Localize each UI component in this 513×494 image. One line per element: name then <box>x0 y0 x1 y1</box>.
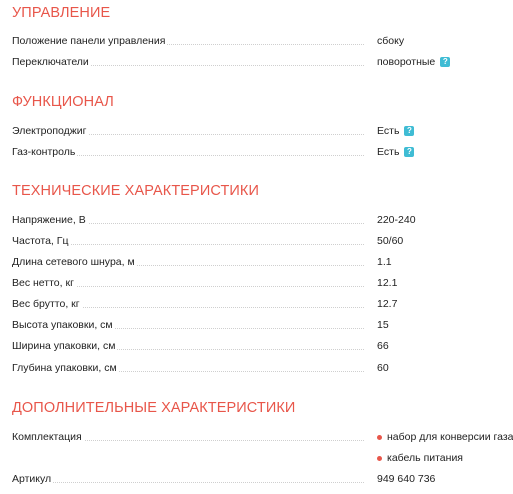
spec-value: 220-240 <box>377 214 416 226</box>
spec-label: Вес нетто, кг <box>12 274 76 292</box>
spec-row-package-width <box>12 337 500 355</box>
spec-row-gross-weight <box>12 295 500 313</box>
spec-label: Переключатели <box>12 53 91 71</box>
spec-label: Положение панели управления <box>12 32 167 50</box>
spec-label: Глубина упаковки, см <box>12 359 119 377</box>
spec-row-voltage <box>12 211 500 229</box>
spec-row-article-number <box>12 470 500 488</box>
spec-value: Есть ? <box>377 122 414 140</box>
spec-row-cord-length <box>12 253 500 271</box>
section-title-additional: ДОПОЛНИТЕЛЬНЫЕ ХАРАКТЕРИСТИКИ <box>12 400 296 416</box>
spec-label: Высота упаковки, см <box>12 316 115 334</box>
section-title-technical: ТЕХНИЧЕСКИЕ ХАРАКТЕРИСТИКИ <box>12 183 259 199</box>
spec-value: 50/60 <box>377 235 404 247</box>
spec-label: Артикул <box>12 470 53 488</box>
spec-label: Частота, Гц <box>12 232 70 250</box>
spec-value: 949 640 736 <box>377 473 436 485</box>
spec-row-frequency <box>12 232 500 250</box>
help-icon[interactable]: ? <box>404 126 414 136</box>
spec-row-package-height <box>12 316 500 334</box>
spec-row-electric-ignition <box>12 122 500 140</box>
bullet-dot-icon <box>377 435 382 440</box>
spec-row-package-contents-continued <box>12 449 500 467</box>
spec-value: сбоку <box>377 35 405 47</box>
dotted-leader <box>12 482 364 483</box>
spec-label: Напряжение, В <box>12 211 88 229</box>
section-title-features: ФУНКЦИОНАЛ <box>12 94 114 110</box>
bullet-dot-icon <box>377 456 382 461</box>
spec-row-switches <box>12 53 500 71</box>
spec-value: 12.7 <box>377 298 398 310</box>
spec-label: Электроподжиг <box>12 122 89 140</box>
spec-row-package-depth <box>12 359 500 377</box>
spec-value: поворотные ? <box>377 53 450 71</box>
spec-row-net-weight <box>12 274 500 292</box>
spec-label: Ширина упаковки, см <box>12 337 117 355</box>
spec-label: Длина сетевого шнура, м <box>12 253 137 271</box>
spec-row-gas-control <box>12 143 500 161</box>
section-title-controls: УПРАВЛЕНИЕ <box>12 5 111 21</box>
help-icon[interactable]: ? <box>440 57 450 67</box>
spec-label: Комплектация <box>12 428 84 446</box>
spec-value: 12.1 <box>377 277 398 289</box>
spec-value: 60 <box>377 362 389 374</box>
spec-value-bullet: кабель питания <box>377 449 463 467</box>
spec-row-panel-position <box>12 32 500 50</box>
spec-value: Есть ? <box>377 143 414 161</box>
spec-row-package-contents <box>12 428 513 446</box>
help-icon[interactable]: ? <box>404 147 414 157</box>
spec-value: 1.1 <box>377 256 392 268</box>
spec-label: Газ-контроль <box>12 143 77 161</box>
spec-value-bullet: набор для конверсии газа <box>377 428 513 446</box>
spec-label: Вес брутто, кг <box>12 295 82 313</box>
spec-value: 66 <box>377 340 389 352</box>
spec-value: 15 <box>377 319 389 331</box>
